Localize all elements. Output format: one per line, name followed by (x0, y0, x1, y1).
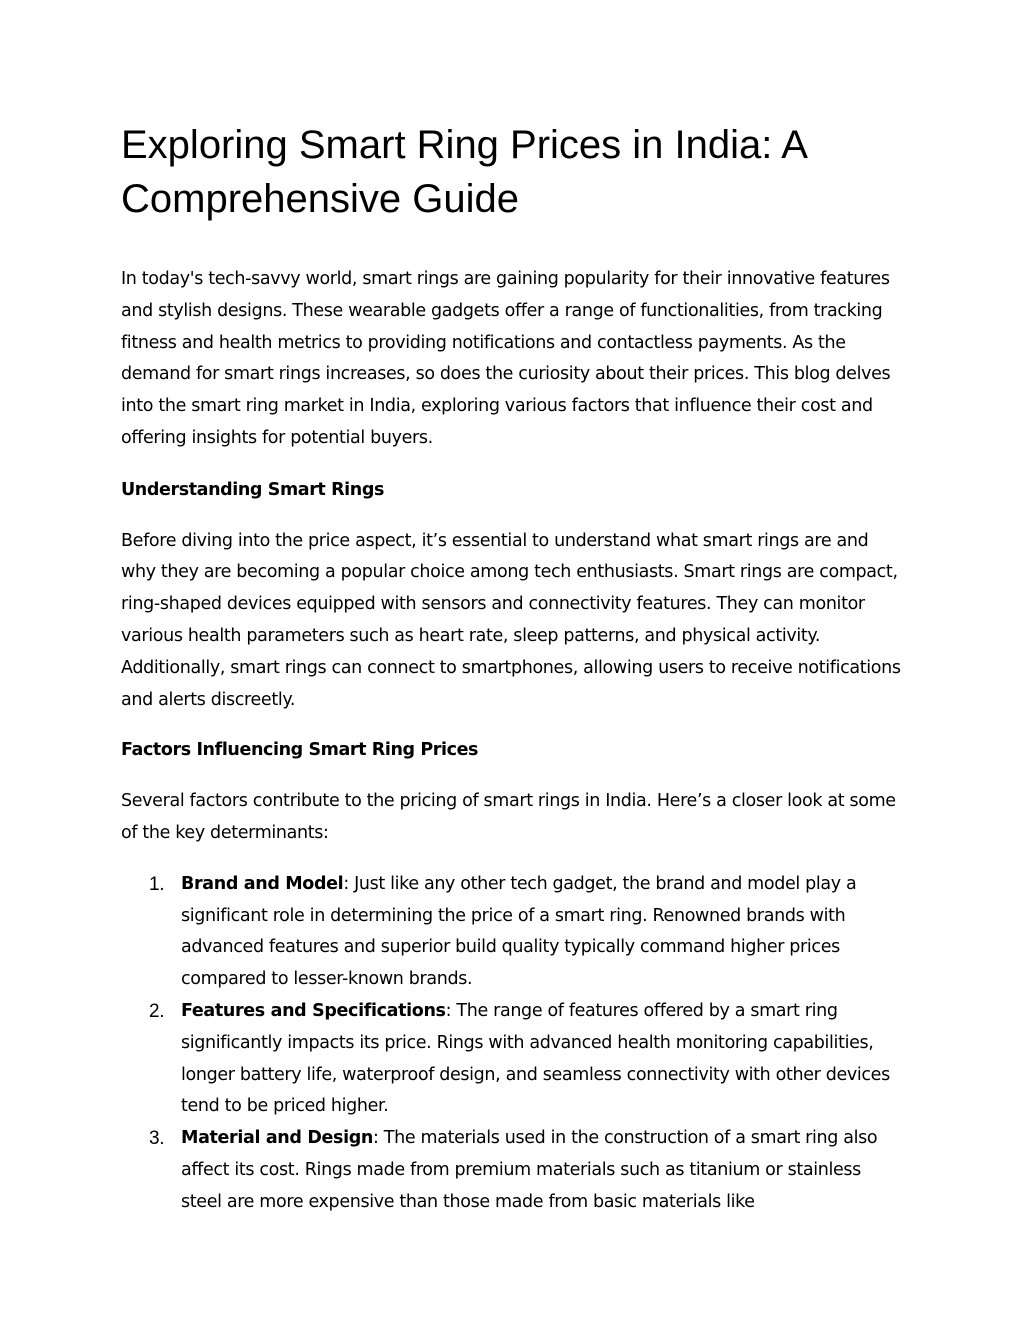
list-item (121, 996, 901, 1123)
document-page (121, 118, 901, 1219)
section-heading-understanding: Understanding Smart Rings (121, 479, 384, 500)
list-item-term: Brand and Model (181, 873, 344, 894)
list-item-number: 1. (149, 873, 165, 895)
list-item (121, 1123, 901, 1218)
list-item (121, 869, 901, 996)
list-item-term: Features and Specifications (181, 1000, 446, 1021)
section-text-factors: Several factors contribute to the pricing of smart rings in India. Here’s a closer look at some of the key determinants: (121, 791, 896, 843)
factors-list (121, 869, 901, 1219)
list-item-number: 2. (149, 1000, 165, 1022)
document-title: Exploring Smart Ring Prices in India: A Comprehensive Guide (121, 123, 806, 221)
intro-paragraph: In today's tech-savvy world, smart rings are gaining popularity for their innovative features and stylish designs. These wearable gadgets offer a range of functionalities, from tracking fitness and health metrics to providing notifications and contactless payments. As the demand for smart rings increases, so does the curiosity about their prices. This blog delves into the smart ring market in India, exploring various factors that influence their cost and offering insights for potential buyers. (121, 269, 891, 448)
list-item-text: : Just like any other tech gadget, the brand and model play a significant role in determining the price of a smart ring. Renowned brands with advanced features and superior build quality typically command higher prices compared to lesser-known brands. (181, 873, 857, 990)
list-item-term: Material and Design (181, 1128, 374, 1149)
section-heading-factors: Factors Influencing Smart Ring Prices (121, 740, 479, 761)
list-item-text: : The range of features offered by a smart ring significantly impacts its price. Rings with advanced health monitoring capabilities, longer battery life, waterproof design, and seamless connectivity with other devices tend to be priced higher. (181, 1000, 890, 1117)
section-text-understanding: Before diving into the price aspect, it’s essential to understand what smart rings are and why they are becoming a popular choice among tech enthusiasts. Smart rings are compact, ring-shaped devices equipped with sensors and connectivity features. They can monitor various health parameters such as heart rate, sleep patterns, and physical activity. Additionally, smart rings can connect to smartphones, allowing users to receive notifications and alerts discreetly. (121, 530, 901, 710)
list-item-text: : The materials used in the construction of a smart ring also affect its cost. Rings made from premium materials such as titanium or stainless steel are more expensive than those made from basic materials like (181, 1128, 878, 1212)
list-item-number: 3. (149, 1128, 165, 1150)
